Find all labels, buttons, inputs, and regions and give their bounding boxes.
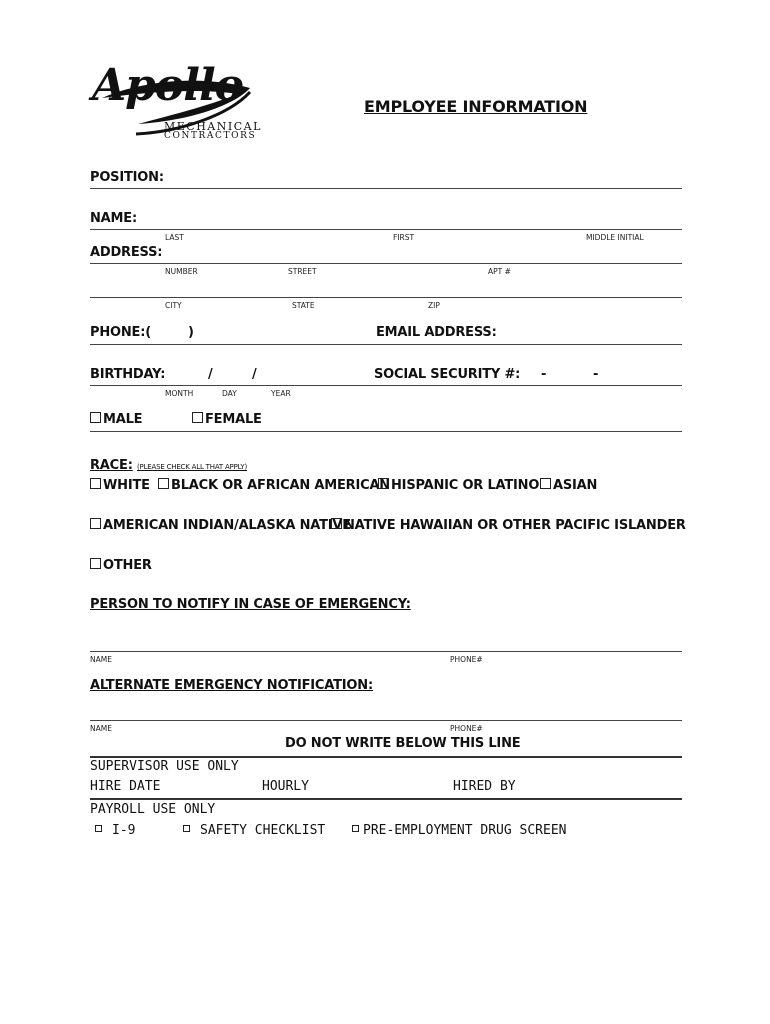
male-checkbox-box[interactable] <box>90 412 101 423</box>
option-label: NATIVE HAWAIIAN OR OTHER PACIFIC ISLANDER <box>344 518 686 533</box>
emergency-sub-name: NAME <box>90 655 112 664</box>
birthday-slash-1: / <box>208 367 213 382</box>
hired-by-label: HIRED BY <box>453 779 516 794</box>
name-sub-middle: MIDDLE INITIAL <box>586 233 644 242</box>
logo-brand-text: Apollo <box>92 60 244 111</box>
payroll-check-i9[interactable] <box>95 823 135 838</box>
address-sub-number: NUMBER <box>165 267 198 276</box>
checkbox[interactable] <box>183 825 190 832</box>
race-option-white[interactable] <box>90 478 150 493</box>
check-label: I-9 <box>112 823 136 838</box>
ssn-dash-2: - <box>593 367 599 382</box>
hourly-label: HOURLY <box>262 779 309 794</box>
hire-date-label: HIRE DATE <box>90 779 161 794</box>
female-checkbox[interactable] <box>192 412 262 427</box>
gender-divider <box>90 431 682 432</box>
ssn-label: SOCIAL SECURITY #: <box>374 367 521 382</box>
emergency-field-line[interactable] <box>90 651 682 652</box>
option-label: HISPANIC OR LATINO <box>391 478 540 493</box>
do-not-write-notice: DO NOT WRITE BELOW THIS LINE <box>285 736 521 751</box>
female-checkbox-box[interactable] <box>192 412 203 423</box>
address-sub-apt: APT # <box>488 267 511 276</box>
checkbox[interactable] <box>352 825 359 832</box>
name-sub-first: FIRST <box>393 233 415 242</box>
address-sub-city: CITY <box>165 301 182 310</box>
birthday-ssn-field-line[interactable] <box>90 385 682 386</box>
logo-line2: CONTRACTORS <box>164 131 257 141</box>
address-line-2[interactable] <box>90 297 682 298</box>
alternate-sub-phone: PHONE# <box>450 724 483 733</box>
phone-paren-close: ) <box>188 325 194 340</box>
page-title: EMPLOYEE INFORMATION <box>364 97 588 116</box>
race-heading <box>90 458 247 473</box>
checkbox[interactable] <box>378 478 389 489</box>
payroll-check-drug-screen[interactable] <box>352 823 567 838</box>
race-label: RACE: <box>90 458 133 473</box>
checkbox[interactable] <box>331 518 342 529</box>
race-option-hispanic[interactable] <box>378 478 539 493</box>
option-label: BLACK OR AFRICAN AMERICAN <box>171 478 390 493</box>
emergency-heading: PERSON TO NOTIFY IN CASE OF EMERGENCY: <box>90 597 411 612</box>
name-sub-last: LAST <box>165 233 184 242</box>
phone-label: PHONE:( <box>90 325 151 340</box>
option-label: OTHER <box>103 558 152 573</box>
birthday-slash-2: / <box>252 367 257 382</box>
address-sub-street: STREET <box>288 267 317 276</box>
alternate-field-line[interactable] <box>90 720 682 721</box>
male-checkbox[interactable] <box>90 412 142 427</box>
check-label: PRE-EMPLOYMENT DRUG SCREEN <box>363 823 567 838</box>
option-label: ASIAN <box>553 478 598 493</box>
checkbox[interactable] <box>90 478 101 489</box>
checkbox[interactable] <box>540 478 551 489</box>
race-option-other[interactable] <box>90 558 152 573</box>
company-logo <box>88 58 262 142</box>
checkbox[interactable] <box>158 478 169 489</box>
male-label: MALE <box>103 412 143 427</box>
race-option-asian[interactable] <box>540 478 597 493</box>
position-label: POSITION: <box>90 170 164 185</box>
payroll-check-safety[interactable] <box>183 823 325 838</box>
supervisor-divider-line <box>90 798 682 800</box>
address-line-1[interactable] <box>90 263 682 264</box>
birthday-sub-month: MONTH <box>165 389 194 398</box>
address-sub-zip: ZIP <box>428 301 440 310</box>
name-field-line[interactable] <box>90 229 682 230</box>
email-label: EMAIL ADDRESS: <box>376 325 497 340</box>
office-divider-line <box>90 756 682 758</box>
female-label: FEMALE <box>205 412 262 427</box>
birthday-sub-day: DAY <box>222 389 237 398</box>
emergency-sub-phone: PHONE# <box>450 655 483 664</box>
position-field-line[interactable] <box>90 188 682 189</box>
race-option-native-hawaiian[interactable] <box>331 518 686 533</box>
supervisor-heading: SUPERVISOR USE ONLY <box>90 759 239 774</box>
alternate-sub-name: NAME <box>90 724 112 733</box>
option-label: WHITE <box>103 478 150 493</box>
race-option-black[interactable] <box>158 478 390 493</box>
phone-email-field-line[interactable] <box>90 344 682 345</box>
race-option-american-indian[interactable] <box>90 518 351 533</box>
birthday-label: BIRTHDAY: <box>90 367 166 382</box>
birthday-sub-year: YEAR <box>271 389 291 398</box>
checkbox[interactable] <box>95 825 102 832</box>
option-label: AMERICAN INDIAN/ALASKA NATIVE <box>103 518 351 533</box>
address-label: ADDRESS: <box>90 245 163 260</box>
check-label: SAFETY CHECKLIST <box>200 823 326 838</box>
name-label: NAME: <box>90 211 137 226</box>
checkbox[interactable] <box>90 518 101 529</box>
ssn-dash-1: - <box>541 367 547 382</box>
address-sub-state: STATE <box>292 301 315 310</box>
alternate-heading: ALTERNATE EMERGENCY NOTIFICATION: <box>90 678 373 693</box>
payroll-heading: PAYROLL USE ONLY <box>90 802 216 817</box>
race-note: (PLEASE CHECK ALL THAT APPLY) <box>137 463 247 471</box>
logo-line1: MECHANICAL <box>164 120 262 133</box>
checkbox[interactable] <box>90 558 101 569</box>
